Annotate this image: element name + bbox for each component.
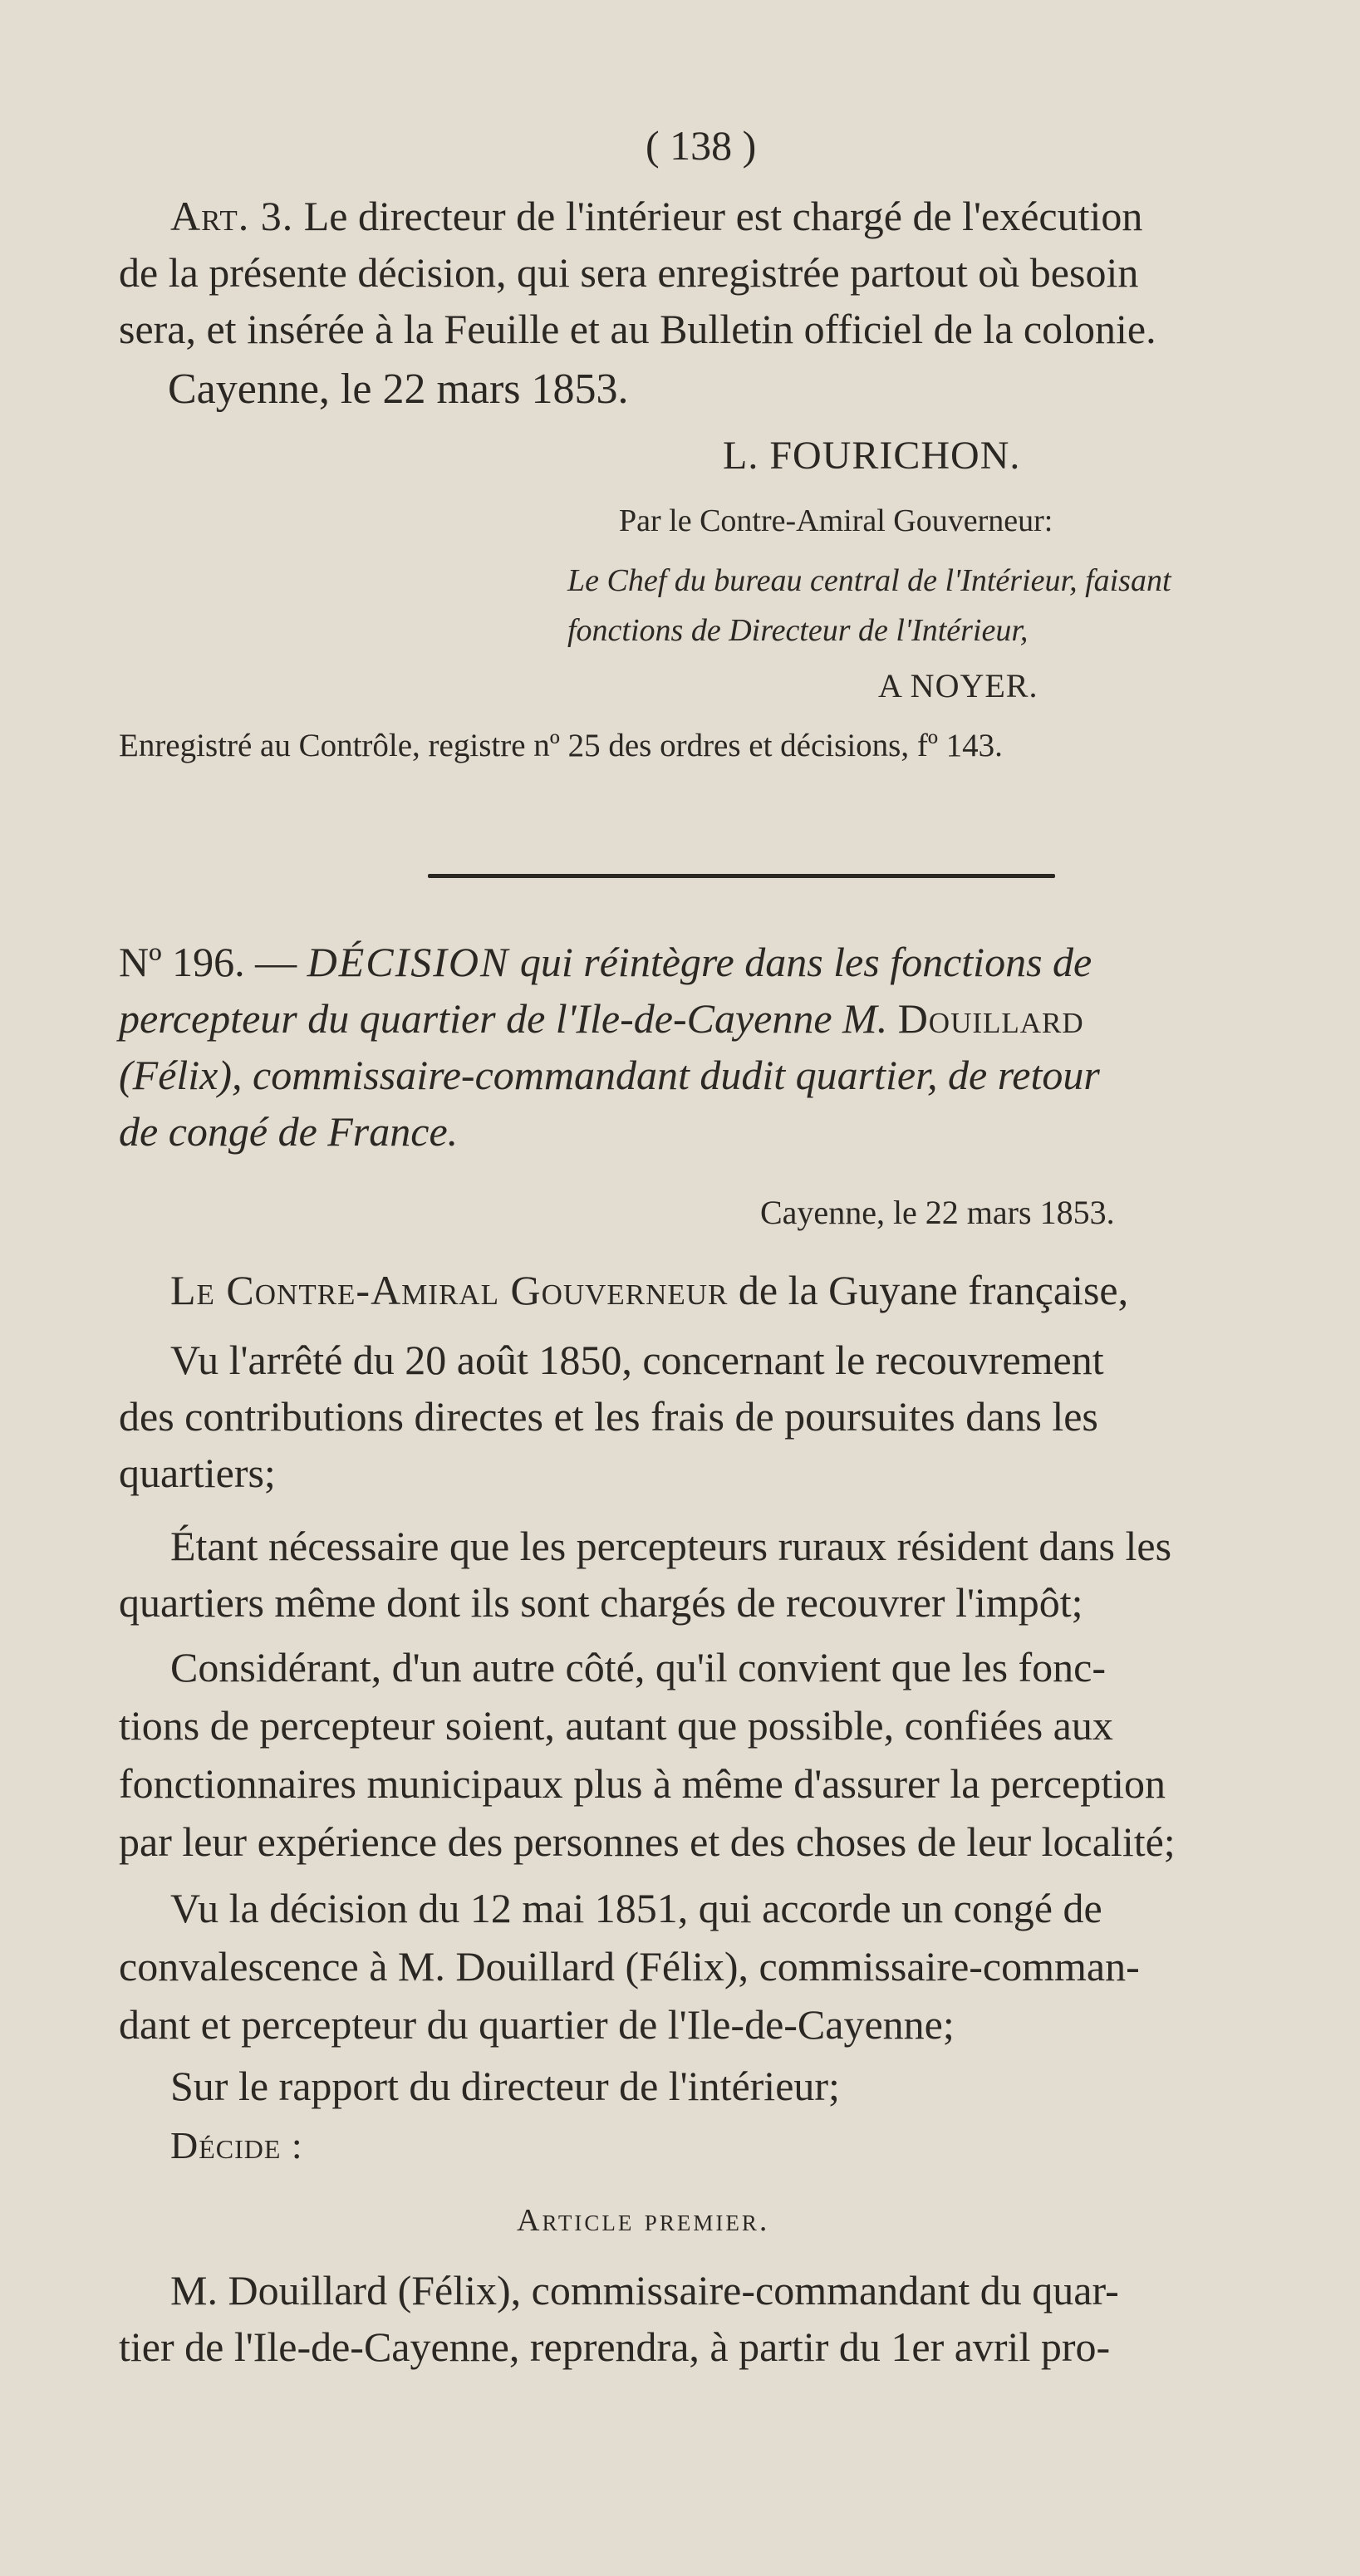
decision-title-line-1 xyxy=(119,941,1092,983)
decision-line2-a: percepteur du quartier de l'Ile-de-Cayenne M. xyxy=(119,995,888,1042)
article-line-1: M. Douillard (Félix), commissaire-commandant du quar- xyxy=(170,2267,1119,2313)
considerant-line-13: Sur le rapport du directeur de l'intérieur; xyxy=(170,2063,840,2109)
chef-line-2: fonctions de Directeur de l'Intérieur, xyxy=(567,613,1029,648)
gouverneur-line xyxy=(170,1269,1128,1311)
decision-line2-name: Douillard xyxy=(897,995,1084,1042)
considerant-line-12: dant et percepteur du quartier de l'Ile-de-Cayenne; xyxy=(119,2001,955,2048)
gouverneur-rest: de la Guyane française, xyxy=(738,1267,1129,1313)
decide-label: Décide : xyxy=(170,2124,303,2166)
page-number: ( 138 ) xyxy=(646,122,757,169)
article-line-2: tier de l'Ile-de-Cayenne, reprendra, à partir du 1er avril pro- xyxy=(119,2323,1111,2370)
decision-title-line-4: de congé de France. xyxy=(119,1108,459,1155)
art3-line-2: de la présente décision, qui sera enregistrée partout où besoin xyxy=(119,249,1139,296)
considerant-line-11: convalescence à M. Douillard (Félix), commissaire-comman- xyxy=(119,1943,1140,1990)
gouverneur-caps: Le Contre-Amiral Gouverneur xyxy=(170,1267,729,1313)
art3-label: Art. 3. xyxy=(170,193,294,239)
par-gouverneur-line: Par le Contre-Amiral Gouverneur: xyxy=(619,503,1053,538)
considerant-line-9: par leur expérience des personnes et des choses de leur localité; xyxy=(119,1818,1176,1865)
decision-line1-rest: qui réintègre dans les fonctions de xyxy=(519,939,1092,985)
considerant-line-10: Vu la décision du 12 mai 1851, qui accorde un congé de xyxy=(170,1885,1102,1931)
considerant-line-2: des contributions directes et les frais de poursuites dans les xyxy=(119,1393,1098,1440)
considerant-line-5: quartiers même dont ils sont chargés de recouvrer l'impôt; xyxy=(119,1579,1083,1626)
place-date-1: Cayenne, le 22 mars 1853. xyxy=(168,366,629,413)
art3-line-3: sera, et insérée à la Feuille et au Bulletin officiel de la colonie. xyxy=(119,306,1156,352)
considerant-line-1: Vu l'arrêté du 20 août 1850, concernant le recouvrement xyxy=(170,1337,1104,1383)
chef-line-1: Le Chef du bureau central de l'Intérieur, faisant xyxy=(567,563,1171,598)
section-divider xyxy=(428,874,1055,878)
considerant-line-7: tions de percepteur soient, autant que possible, confiées aux xyxy=(119,1702,1113,1749)
place-date-2: Cayenne, le 22 mars 1853. xyxy=(760,1194,1115,1231)
article-premier-heading: Article premier. xyxy=(517,2203,770,2238)
considerant-line-3: quartiers; xyxy=(119,1450,276,1496)
art3-text-1: Le directeur de l'intérieur est chargé de l'exécution xyxy=(303,193,1143,239)
enregistre-line: Enregistré au Contrôle, registre nº 25 des ordres et décisions, fº 143. xyxy=(119,728,1003,763)
decision-number: Nº 196. — xyxy=(119,939,297,985)
decision-title-line-2 xyxy=(119,995,1084,1042)
decision-title-line-3: (Félix), commissaire-commandant dudit quartier, de retour xyxy=(119,1052,1100,1098)
considerant-line-8: fonctionnaires municipaux plus à même d'assurer la perception xyxy=(119,1760,1166,1807)
considerant-line-4: Étant nécessaire que les percepteurs ruraux résident dans les xyxy=(170,1523,1172,1569)
art3-line-1 xyxy=(170,195,1142,237)
decision-word: DÉCISION xyxy=(307,939,510,985)
considerant-line-6: Considérant, d'un autre côté, qu'il convient que les fonc- xyxy=(170,1644,1107,1690)
signature-fourichon: L. FOURICHON. xyxy=(723,434,1021,478)
signature-noyer: A NOYER. xyxy=(878,667,1038,704)
